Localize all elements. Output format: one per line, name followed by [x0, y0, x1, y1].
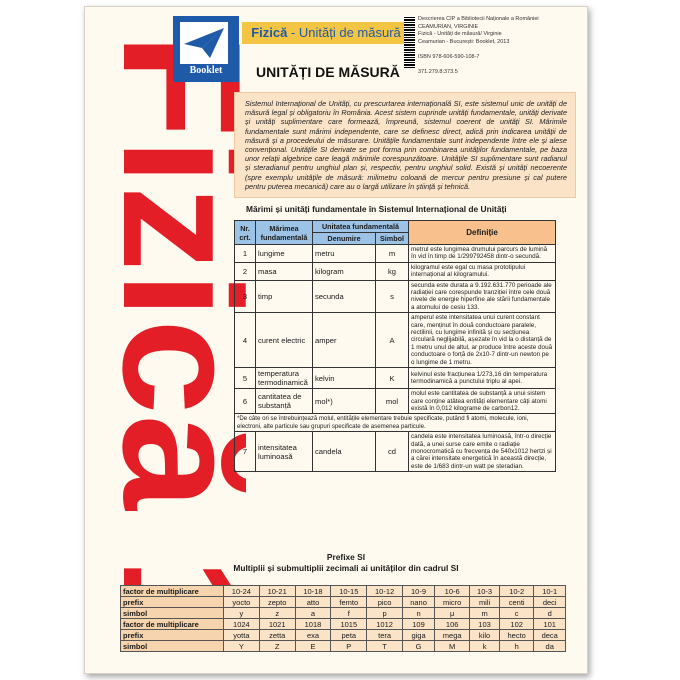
prefix-cell: atto [295, 597, 331, 608]
cell-unit: kelvin [313, 368, 376, 389]
table-row [235, 313, 556, 368]
cell-nr: 4 [235, 313, 256, 368]
prefix-cell: centi [499, 597, 534, 608]
prefix-cell: P [331, 641, 367, 652]
prefix-cell: hecto [499, 630, 534, 641]
prefix-cell: c [499, 608, 534, 619]
prefix-cell: y [224, 608, 260, 619]
prefix-cell: mega [435, 630, 470, 641]
prefix-cell: zetta [259, 630, 295, 641]
prefix-cell: 10-1 [534, 586, 566, 597]
prefix-cell: p [367, 608, 403, 619]
prefix-cell: 10-15 [331, 586, 367, 597]
cell-unit: kilogram [313, 262, 376, 280]
subject-banner [242, 22, 410, 44]
prefix-row-factor [121, 586, 566, 597]
prefix-cell: giga [402, 630, 434, 641]
prefix-cell: exa [295, 630, 331, 641]
prefix-cell: 10-2 [499, 586, 534, 597]
prefix-cell: z [259, 608, 295, 619]
big-title-text: Fizică [96, 33, 246, 500]
table-row [235, 368, 556, 389]
prefix-row-prefix [121, 597, 566, 608]
prefix-row-symbol [121, 608, 566, 619]
prefix-cell: 1018 [295, 619, 331, 630]
col-unit-group: Unitatea fundamentală [313, 221, 409, 233]
cip-line: Ceamurian - București: Booklet, 2013 [418, 38, 510, 45]
fundamental-units-table [234, 220, 556, 472]
prefix-row-factor [121, 619, 566, 630]
prefix-cell: femto [331, 597, 367, 608]
cip-record [418, 16, 578, 76]
col-definition: Definiție [409, 221, 556, 245]
cell-nr: 7 [235, 432, 256, 472]
prefix-cell: 1015 [331, 619, 367, 630]
prefix-table [120, 585, 566, 652]
cell-definition: amperul este intensitatea unui curent constant care, menținut în două conductoare paralele, rectilinii, cu lungime infinită și cu secțiunea circulară neglijabilă, așezate în vid la o distanță de 1 metru unul de altul, ar produce între aceste două conductoare o forță de 2x10-7 dintr-un newton pe o lungime de 1 metru. [409, 313, 556, 368]
col-quantity: Mărimea fundamentală [256, 221, 313, 245]
prefix-cell: M [435, 641, 470, 652]
prefix-cell: h [499, 641, 534, 652]
prefix-cell: Y [224, 641, 260, 652]
prefix-cell: yocto [224, 597, 260, 608]
cell-unit: metru [313, 245, 376, 263]
cell-quantity: temperatura termodinamică [256, 368, 313, 389]
prefix-cell: 1021 [259, 619, 295, 630]
prefix-cell: nano [402, 597, 434, 608]
cell-nr: 1 [235, 245, 256, 263]
table-footnote-row [235, 414, 556, 432]
prefix-cell: 106 [435, 619, 470, 630]
logo-label: Booklet [189, 65, 223, 76]
cip-line [418, 61, 578, 69]
prefix-title: Prefixe SI [326, 552, 366, 562]
cell-quantity: intensitatea luminoasă [256, 432, 313, 472]
prefix-cell: 10-3 [470, 586, 500, 597]
prefix-cell: 103 [470, 619, 500, 630]
cip-line: ISBN 978-606-590-108-7 [418, 53, 480, 60]
cell-unit: mol*) [313, 389, 376, 414]
col-nr: Nr. crt. [235, 221, 256, 245]
prefix-cell: 10-18 [295, 586, 331, 597]
paper-plane-icon [180, 22, 228, 64]
cell-symbol: mol [376, 389, 409, 414]
cell-quantity: timp [256, 280, 313, 313]
table-row [235, 280, 556, 313]
cell-definition: secunda este durata a 9.192.631.770 perioade ale radiației care corespunde tranziției între cele două nivele de energie hiperfine ale stării fundamentale a atomului de cesiu 133. [409, 280, 556, 313]
cell-quantity: cantitatea de substanță [256, 389, 313, 414]
table-title: Mărimi și unități fundamentale în Sistemul Internațional de Unități [246, 204, 507, 214]
cell-quantity: masa [256, 262, 313, 280]
prefix-row-label: prefix [121, 630, 224, 641]
cell-quantity: curent electric [256, 313, 313, 368]
isbn-barcode [404, 16, 415, 68]
cip-line [418, 46, 578, 54]
table-footnote: *De câte ori se întrebuințează molul, entitățile elementare trebuie specificate, putând fi atomi, molecule, ioni, electroni, alte particule sau grupuri specificate de asemenea particule. [235, 414, 556, 432]
cip-line: 371.279.8:373.5 [418, 68, 458, 75]
prefix-row-label: simbol [121, 641, 224, 652]
prefix-cell: E [295, 641, 331, 652]
intro-paragraph: Sistemul Internațional de Unități, cu prescurtarea internațională SI, este sistemul unic de unități de măsură legal și obligatoriu în România. Acest sistem cuprinde unități fundamentale, unități derivate și unități suplimentare care formează, împreună, sistemul coerent de unități SI. Mărimile fundamentale sunt mărimi independente, care se definesc direct, adică prin indicarea unității de măsură și a procedeului de măsurare. Unitățile fundamentale sunt independente între ele și alese convențional. Unitățile SI derivate se pot forma prin combinarea unităților fundamentale, pe baza unor relații algebrice care leagă mărimile corespunzătoare. Unitățile SI suplimentare sunt radianul și steradianul pentru unghiul plan și, respectiv, pentru unghiul solid. Există și unități necoerente (spre exemplu unitățile de măsură: milimetru coloană de mercur pentru presiune și cal putere pentru puterea mecanică) care au o largă utilizare în știință și tehnică. [234, 92, 576, 198]
subject-name: Fizică [251, 25, 288, 40]
prefix-cell: n [402, 608, 434, 619]
cell-nr: 3 [235, 280, 256, 313]
cell-symbol: s [376, 280, 409, 313]
cip-line: Descrierea CIP a Bibliotecii Naționale a României [418, 16, 539, 22]
prefix-cell: 101 [534, 619, 566, 630]
prefix-cell: deca [534, 630, 566, 641]
cell-nr: 2 [235, 262, 256, 280]
prefix-cell: μ [435, 608, 470, 619]
prefix-cell: 10-9 [402, 586, 434, 597]
prefix-cell: micro [435, 597, 470, 608]
prefix-row-symbol [121, 641, 566, 652]
table-row [235, 245, 556, 263]
subject-topic: - Unități de măsură [290, 25, 401, 40]
cip-line: Fizică - Unități de măsură/ Virginie [418, 31, 502, 37]
prefix-cell: kilo [470, 630, 500, 641]
cell-unit: candela [313, 432, 376, 472]
col-unit-name: Denumire [313, 233, 376, 245]
prefix-cell: T [367, 641, 403, 652]
cip-line: CEAMURIAN, VIRGINIE [418, 23, 479, 30]
prefix-row-label: factor de multiplicare [121, 586, 224, 597]
table-row [235, 432, 556, 472]
cell-definition: candela este intensitatea luminoasă, într-o direcție dată, a unei surse care emite o radiație monocromatică cu frecvența de 540x1012 hertzi și a cărei intensitate energetică în această direcție, este de 1/683 dintr-un watt pe steradian. [409, 432, 556, 472]
prefix-cell: 1012 [367, 619, 403, 630]
prefix-cell: 109 [402, 619, 434, 630]
prefix-cell: 10-21 [259, 586, 295, 597]
cell-unit: secunda [313, 280, 376, 313]
page-title: UNITĂȚI DE MĂSURĂ [256, 64, 400, 80]
prefix-cell: pico [367, 597, 403, 608]
cell-definition: molul este cantitatea de substanță a unui sistem care conține atâtea entități elementare câți atomi există în 0,012 kilograme de carbon12. [409, 389, 556, 414]
table-row [235, 389, 556, 414]
prefix-cell: k [470, 641, 500, 652]
cell-quantity: lungime [256, 245, 313, 263]
prefix-row-label: factor de multiplicare [121, 619, 224, 630]
cell-unit: amper [313, 313, 376, 368]
prefix-heading [220, 552, 472, 574]
prefix-cell: da [534, 641, 566, 652]
prefix-row-label: prefix [121, 597, 224, 608]
prefix-cell: a [295, 608, 331, 619]
prefix-cell: G [402, 641, 434, 652]
cell-symbol: cd [376, 432, 409, 472]
cell-symbol: kg [376, 262, 409, 280]
prefix-cell: d [534, 608, 566, 619]
col-unit-symbol: Simbol [376, 233, 409, 245]
prefix-cell: f [331, 608, 367, 619]
cell-definition: kilogramul este egal cu masa prototipului internațional al kilogramului. [409, 262, 556, 280]
prefix-cell: yotta [224, 630, 260, 641]
booklet-logo [173, 16, 239, 82]
prefix-cell: 10-24 [224, 586, 260, 597]
cell-symbol: m [376, 245, 409, 263]
cell-symbol: A [376, 313, 409, 368]
cell-definition: kelvinul este fracțiunea 1/273,16 din temperatura termodinamică a punctului triplu al apei. [409, 368, 556, 389]
prefix-cell: 10-12 [367, 586, 403, 597]
prefix-row-prefix [121, 630, 566, 641]
prefix-cell: zepto [259, 597, 295, 608]
cell-nr: 5 [235, 368, 256, 389]
prefix-cell: m [470, 608, 500, 619]
prefix-cell: deci [534, 597, 566, 608]
prefix-cell: Z [259, 641, 295, 652]
prefix-subtitle: Multiplii și submultiplii zecimali ai unităților din cadrul SI [233, 563, 459, 573]
prefix-cell: 10-6 [435, 586, 470, 597]
prefix-cell: 1024 [224, 619, 260, 630]
prefix-row-label: simbol [121, 608, 224, 619]
cell-nr: 6 [235, 389, 256, 414]
prefix-cell: 102 [499, 619, 534, 630]
prefix-cell: tera [367, 630, 403, 641]
cell-definition: metrul este lungimea drumului parcurs de lumină în vid în timp de 1/299792458 dintr-o secundă. [409, 245, 556, 263]
prefix-cell: peta [331, 630, 367, 641]
cell-symbol: K [376, 368, 409, 389]
table-row [235, 262, 556, 280]
prefix-cell: mili [470, 597, 500, 608]
